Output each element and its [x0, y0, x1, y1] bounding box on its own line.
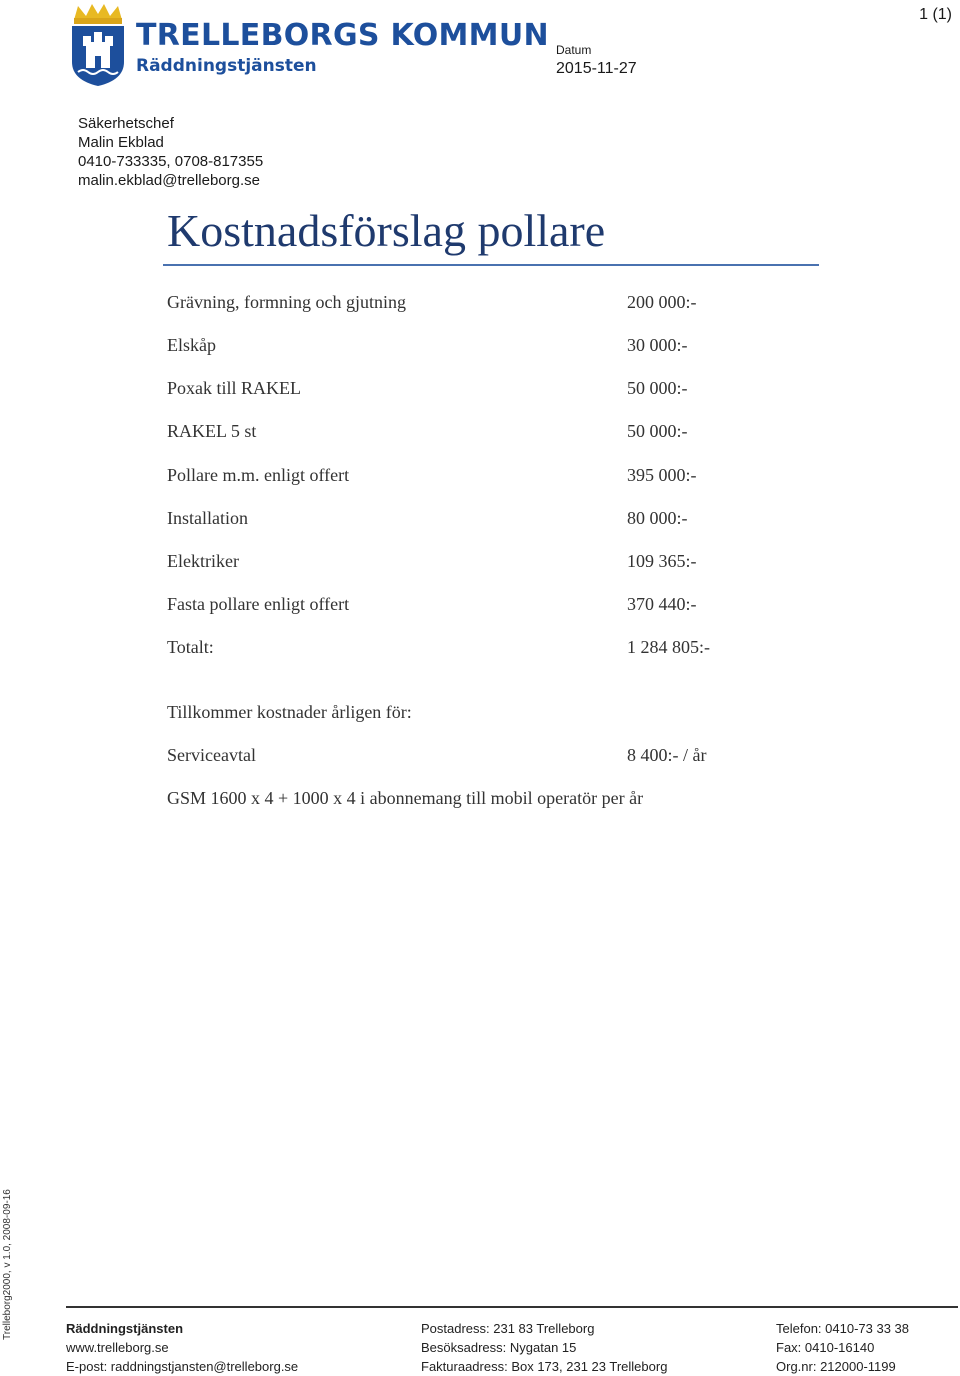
total-amount: 1 284 805:-: [627, 637, 710, 657]
footer-column-contact: [776, 1319, 909, 1376]
date-label: Datum: [556, 43, 592, 57]
footer-postal-address: Postadress: 231 83 Trelleborg: [421, 1321, 595, 1336]
date-value: 2015-11-27: [556, 60, 637, 77]
logo-name: TRELLEBORGS KOMMUN: [136, 18, 549, 53]
cost-amount: 109 365:-: [627, 551, 697, 571]
sender-phones: 0410-733335, 0708-817355: [78, 153, 264, 170]
footer-phone: Telefon: 0410-73 33 38: [776, 1321, 909, 1336]
service-amount: 8 400:- / år: [627, 745, 707, 765]
footer-divider: [66, 1306, 958, 1308]
template-version-note: Trelleborg2000, v 1.0, 2008-09-16: [2, 1189, 13, 1340]
logo-department: Räddningstjänsten: [136, 56, 317, 76]
footer-email-link[interactable]: E-post: raddningstjansten@trelleborg.se: [66, 1359, 299, 1374]
service-row: [167, 745, 787, 769]
municipality-logo: [68, 2, 549, 92]
cost-row: [167, 378, 787, 402]
footer-column-organization: [66, 1319, 298, 1376]
cost-amount: 30 000:-: [627, 335, 688, 355]
gsm-text: GSM 1600 x 4 + 1000 x 4 i abonnemang till mobil operatör per år: [167, 788, 644, 808]
cost-row: [167, 594, 787, 618]
cost-label: Installation: [167, 508, 248, 528]
coat-of-arms-icon: [68, 2, 128, 88]
cost-label: Fasta pollare enligt offert: [167, 594, 350, 614]
sender-role: Säkerhetschef: [78, 115, 174, 132]
cost-row: [167, 508, 787, 532]
title-underline: [163, 264, 819, 266]
sender-name: Malin Ekblad: [78, 134, 164, 151]
cost-row: [167, 292, 787, 316]
cost-label: Grävning, formning och gjutning: [167, 292, 406, 312]
annual-heading: Tillkommer kostnader årligen för:: [167, 702, 412, 722]
footer-invoice-address: Fakturaadress: Box 173, 231 23 Trelleborg: [421, 1359, 668, 1374]
footer-column-addresses: [421, 1319, 667, 1376]
service-label: Serviceavtal: [167, 745, 256, 765]
document-title: Kostnadsförslag pollare: [167, 205, 606, 256]
cost-amount: 395 000:-: [627, 465, 697, 485]
page-number: 1 (1): [919, 6, 952, 23]
total-label: Totalt:: [167, 637, 214, 657]
cost-label: Elskåp: [167, 335, 216, 355]
cost-row: [167, 335, 787, 359]
cost-label: RAKEL 5 st: [167, 421, 257, 441]
cost-amount: 50 000:-: [627, 421, 688, 441]
total-row: [167, 637, 787, 661]
cost-label: Poxak till RAKEL: [167, 378, 301, 398]
cost-label: Pollare m.m. enligt offert: [167, 465, 350, 485]
footer-org-name: Räddningstjänsten: [66, 1321, 184, 1336]
cost-amount: 200 000:-: [627, 292, 697, 312]
footer-fax: Fax: 0410-16140: [776, 1340, 875, 1355]
sender-email: malin.ekblad@trelleborg.se: [78, 172, 260, 189]
cost-label: Elektriker: [167, 551, 239, 571]
sender-block: [78, 114, 263, 190]
footer-website-link[interactable]: www.trelleborg.se: [66, 1340, 169, 1355]
footer-org-number: Org.nr: 212000-1199: [776, 1359, 896, 1374]
cost-amount: 370 440:-: [627, 594, 697, 614]
cost-row: [167, 421, 787, 445]
cost-amount: 80 000:-: [627, 508, 688, 528]
cost-amount: 50 000:-: [627, 378, 688, 398]
footer-visiting-address: Besöksadress: Nygatan 15: [421, 1340, 577, 1355]
cost-row: [167, 551, 787, 575]
cost-row: [167, 465, 787, 489]
